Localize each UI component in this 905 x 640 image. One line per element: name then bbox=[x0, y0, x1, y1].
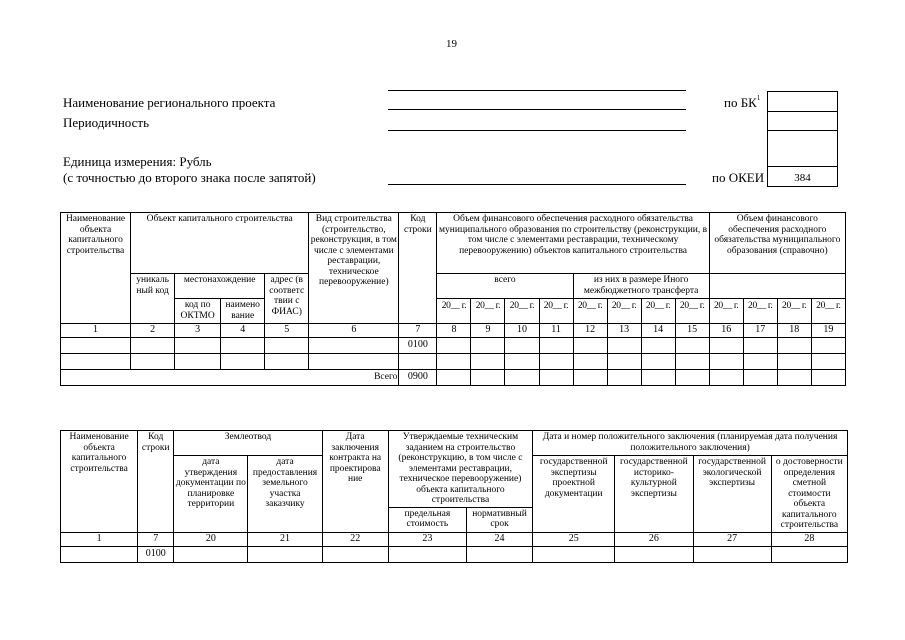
col-header-code: Код строки bbox=[399, 213, 437, 324]
data-cell[interactable] bbox=[615, 546, 693, 562]
data-cell[interactable] bbox=[533, 546, 615, 562]
column-number: 24 bbox=[466, 532, 532, 546]
unit-field-line[interactable] bbox=[388, 184, 686, 185]
periodicity-field-line[interactable] bbox=[388, 130, 686, 131]
column-number: 26 bbox=[615, 532, 693, 546]
col-header-locname: наимено вание bbox=[221, 299, 265, 324]
data-cell[interactable] bbox=[777, 370, 811, 386]
data-cell[interactable] bbox=[709, 370, 743, 386]
col-header-land: Землеотвод bbox=[174, 431, 322, 456]
table-row bbox=[61, 354, 846, 370]
project-field-line[interactable] bbox=[388, 109, 686, 110]
column-number: 22 bbox=[322, 532, 388, 546]
data-cell[interactable] bbox=[709, 354, 743, 370]
data-cell[interactable] bbox=[709, 338, 743, 354]
col-header-total: всего bbox=[437, 274, 573, 299]
data-cell[interactable] bbox=[505, 338, 539, 354]
col-header-type: Вид строительства (строительство, реконструкция, в том числе с элементами реставрации, техническое перевооружение) bbox=[309, 213, 399, 324]
data-cell[interactable] bbox=[539, 370, 573, 386]
column-number: 1 bbox=[61, 324, 131, 338]
col-header-eco-exp: государственной экологической экспертизы bbox=[693, 456, 771, 533]
data-cell[interactable] bbox=[505, 354, 539, 370]
col-header-name: Наименование объекта капитального строительства bbox=[61, 213, 131, 324]
data-cell[interactable] bbox=[471, 354, 505, 370]
column-number: 15 bbox=[675, 324, 709, 338]
data-cell[interactable] bbox=[265, 354, 309, 370]
data-cell[interactable] bbox=[131, 354, 175, 370]
data-cell[interactable] bbox=[573, 338, 607, 354]
data-cell[interactable] bbox=[607, 370, 641, 386]
column-number: 13 bbox=[607, 324, 641, 338]
data-cell[interactable] bbox=[175, 338, 221, 354]
data-cell[interactable] bbox=[607, 354, 641, 370]
data-cell[interactable] bbox=[466, 546, 532, 562]
column-number: 7 bbox=[138, 532, 174, 546]
col-header-land-plot: дата предоставления земельного участка заказчику bbox=[248, 456, 322, 533]
data-cell[interactable] bbox=[777, 338, 811, 354]
year-cell: 20__ г. bbox=[573, 299, 607, 324]
column-number: 6 bbox=[309, 324, 399, 338]
column-number: 18 bbox=[777, 324, 811, 338]
periodicity-label: Периодичность bbox=[63, 115, 150, 130]
total-label: Всего bbox=[61, 370, 399, 386]
data-cell[interactable] bbox=[174, 546, 248, 562]
data-cell[interactable] bbox=[471, 370, 505, 386]
col-header-limit-cost: предельная стоимость bbox=[388, 507, 466, 532]
data-cell[interactable] bbox=[811, 354, 845, 370]
data-cell[interactable] bbox=[641, 370, 675, 386]
col-header-unique: уникаль ный код bbox=[131, 274, 175, 324]
data-cell[interactable] bbox=[771, 546, 847, 562]
data-cell[interactable] bbox=[693, 546, 771, 562]
data-cell[interactable] bbox=[743, 370, 777, 386]
column-number: 10 bbox=[505, 324, 539, 338]
periodicity-code-box[interactable] bbox=[767, 111, 838, 131]
col-header-hist-exp: государственной историко-культурной экспертизы bbox=[615, 456, 693, 533]
year-cell: 20__ г. bbox=[641, 299, 675, 324]
col-header-ref-blank bbox=[709, 274, 845, 299]
row-code: 0100 bbox=[399, 338, 437, 354]
data-cell[interactable] bbox=[607, 338, 641, 354]
data-cell[interactable] bbox=[675, 338, 709, 354]
year-cell: 20__ г. bbox=[437, 299, 471, 324]
year-cell: 20__ г. bbox=[777, 299, 811, 324]
data-cell[interactable] bbox=[743, 338, 777, 354]
col-header-expertise: Дата и номер положительного заключения (планируемая дата получения положительного заключения) bbox=[533, 431, 848, 456]
column-number: 19 bbox=[811, 324, 845, 338]
bk-code-box[interactable] bbox=[767, 91, 838, 112]
col-header-approved: Утверждаемые техническим заданием на строительство (реконструкцию, в том числе с элементами реставрации, техническое перевооружение) объекта капитального строительства bbox=[388, 431, 532, 508]
column-number: 5 bbox=[265, 324, 309, 338]
data-cell[interactable] bbox=[675, 354, 709, 370]
financing-table bbox=[60, 212, 846, 386]
column-number: 23 bbox=[388, 532, 466, 546]
table-row bbox=[61, 338, 846, 354]
data-cell[interactable] bbox=[437, 370, 471, 386]
project-rule-top bbox=[388, 90, 686, 91]
column-number: 7 bbox=[399, 324, 437, 338]
data-cell[interactable] bbox=[505, 370, 539, 386]
data-cell[interactable] bbox=[437, 354, 471, 370]
data-cell[interactable] bbox=[309, 354, 399, 370]
column-number: 9 bbox=[471, 324, 505, 338]
data-cell[interactable] bbox=[641, 354, 675, 370]
data-cell[interactable] bbox=[61, 354, 131, 370]
data-cell[interactable] bbox=[675, 370, 709, 386]
project-label: Наименование регионального проекта bbox=[63, 95, 276, 110]
bk-footnote: 1 bbox=[756, 94, 761, 102]
column-number: 16 bbox=[709, 324, 743, 338]
data-cell[interactable] bbox=[61, 546, 138, 562]
data-cell[interactable] bbox=[743, 354, 777, 370]
data-cell[interactable] bbox=[573, 354, 607, 370]
data-cell[interactable] bbox=[641, 338, 675, 354]
data-cell[interactable] bbox=[388, 546, 466, 562]
total-row bbox=[61, 370, 846, 386]
data-cell[interactable] bbox=[322, 546, 388, 562]
column-number: 2 bbox=[131, 324, 175, 338]
column-number: 21 bbox=[248, 532, 322, 546]
col-header-volume-ref: Объем финансового обеспечения расходного обязательства муниципального образования (справочно) bbox=[709, 213, 845, 274]
col-header-land-doc: дата утверждения документации по планировке территории bbox=[174, 456, 248, 533]
column-number: 8 bbox=[437, 324, 471, 338]
col-header-reliability: о достоверности определения сметной стоимости объекта капитального строительства bbox=[771, 456, 847, 533]
data-cell[interactable] bbox=[265, 338, 309, 354]
col-header-location: местонахождение bbox=[175, 274, 265, 299]
year-cell: 20__ г. bbox=[811, 299, 845, 324]
column-number: 4 bbox=[221, 324, 265, 338]
okei-code-box: 384 bbox=[767, 166, 838, 187]
year-cell: 20__ г. bbox=[505, 299, 539, 324]
data-cell[interactable] bbox=[811, 370, 845, 386]
documentation-table bbox=[60, 430, 848, 563]
col-header-state-exp: государственной экспертизы проектной документации bbox=[533, 456, 615, 533]
column-number: 17 bbox=[743, 324, 777, 338]
year-cell: 20__ г. bbox=[709, 299, 743, 324]
column-number: 12 bbox=[573, 324, 607, 338]
col-header-name: Наименование объекта капитального строительства bbox=[61, 431, 138, 533]
data-cell[interactable] bbox=[471, 338, 505, 354]
data-cell[interactable] bbox=[61, 338, 131, 354]
data-cell[interactable] bbox=[777, 354, 811, 370]
column-number: 3 bbox=[175, 324, 221, 338]
data-cell[interactable] bbox=[539, 354, 573, 370]
data-cell[interactable] bbox=[221, 338, 265, 354]
data-cell[interactable] bbox=[131, 338, 175, 354]
table-row bbox=[61, 546, 848, 562]
precision-label: (с точностью до второго знака после запятой) bbox=[63, 170, 316, 185]
year-cell: 20__ г. bbox=[607, 299, 641, 324]
page-number: 19 bbox=[446, 38, 457, 50]
data-cell[interactable] bbox=[399, 354, 437, 370]
data-cell[interactable] bbox=[437, 338, 471, 354]
okei-label: по ОКЕИ bbox=[712, 170, 765, 185]
year-cell: 20__ г. bbox=[675, 299, 709, 324]
data-cell[interactable] bbox=[573, 370, 607, 386]
column-number: 20 bbox=[174, 532, 248, 546]
column-number: 27 bbox=[693, 532, 771, 546]
year-cell: 20__ г. bbox=[471, 299, 505, 324]
unit-label: Единица измерения: Рубль bbox=[63, 154, 212, 169]
year-cell: 20__ г. bbox=[539, 299, 573, 324]
column-number: 11 bbox=[539, 324, 573, 338]
col-header-fias: адрес (в соответс твии с ФИАС) bbox=[265, 274, 309, 324]
col-header-volume: Объем финансового обеспечения расходного обязательства муниципального образования по строительству (реконструкции, в том числе с элементами реставрации, техническому перевооружению) объектов капитального строительства bbox=[437, 213, 709, 274]
data-cell[interactable] bbox=[248, 546, 322, 562]
col-header-object: Объект капитального строительства bbox=[131, 213, 309, 274]
data-cell[interactable] bbox=[539, 338, 573, 354]
blank-code-box bbox=[767, 130, 838, 167]
total-code: 0900 bbox=[399, 370, 437, 386]
col-header-contract: Дата заключения контракта на проектирова ние bbox=[322, 431, 388, 533]
year-cell: 20__ г. bbox=[743, 299, 777, 324]
column-number: 14 bbox=[641, 324, 675, 338]
column-number: 28 bbox=[771, 532, 847, 546]
column-number: 1 bbox=[61, 532, 138, 546]
data-cell[interactable] bbox=[221, 354, 265, 370]
col-header-code: Код строки bbox=[138, 431, 174, 533]
data-cell[interactable] bbox=[811, 338, 845, 354]
data-cell[interactable] bbox=[309, 338, 399, 354]
col-header-transfer: из них в размере Иного межбюджетного трансферта bbox=[573, 274, 709, 299]
column-number: 25 bbox=[533, 532, 615, 546]
bk-label: по $БК^1$ bbox=[724, 94, 761, 110]
col-header-term: нормативный срок bbox=[466, 507, 532, 532]
data-cell[interactable] bbox=[175, 354, 221, 370]
row-code: 0100 bbox=[138, 546, 174, 562]
col-header-oktmo: код по ОКТМО bbox=[175, 299, 221, 324]
